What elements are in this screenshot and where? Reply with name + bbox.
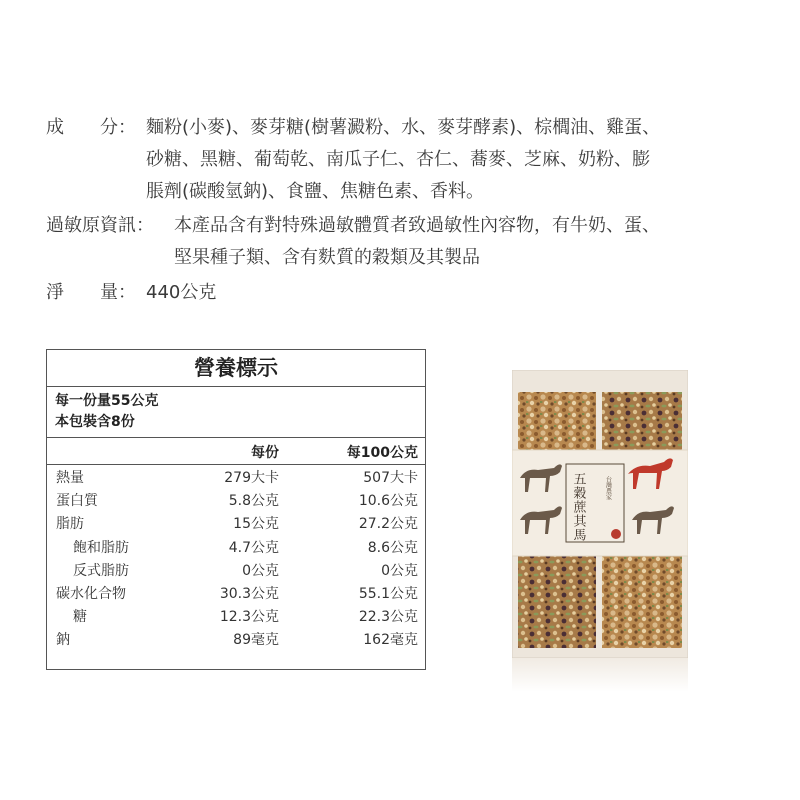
servings-per-package: 本包裝含8份 (55, 414, 135, 430)
ingredients-line-1: 麵粉(小麥)、麥芽糖(樹薯澱粉、水、麥芽酵素)、棕櫚油、雞蛋、 (146, 117, 661, 138)
granola-bar (518, 392, 596, 452)
per-100g-value: 0公克 (381, 562, 418, 579)
nutrition-row (47, 537, 425, 560)
ingredients-label: 成 分： (46, 117, 136, 138)
per-serving-value: 12.3公克 (219, 609, 279, 626)
net-weight-value: 440公克 (146, 282, 217, 303)
nutrition-row (47, 583, 425, 606)
nutrition-row (47, 629, 425, 652)
granola-bar (518, 556, 596, 648)
nutrition-facts-table (46, 349, 426, 670)
per-100g-value: 507大卡 (363, 470, 418, 486)
per-serving-value: 15公克 (233, 516, 279, 533)
allergen-line-2: 堅果種子類、含有麩質的穀類及其製品 (174, 247, 480, 268)
nutrient-name: 碳水化合物 (56, 585, 126, 602)
nutrition-row (47, 490, 425, 513)
serving-size: 每一份量55公克 (55, 393, 159, 409)
nutrition-row (47, 467, 425, 490)
net-weight-label: 淨 量： (46, 282, 136, 303)
serving-info (47, 387, 425, 438)
per-100g-value: 8.6公克 (367, 539, 418, 556)
per-serving-value: 279大卡 (224, 470, 279, 486)
nutrient-name: 熱量 (56, 470, 84, 486)
nutrient-name: 蛋白質 (56, 493, 98, 510)
per-100g-value: 22.3公克 (358, 609, 418, 626)
nutrition-row (47, 606, 425, 629)
per-100g-value: 27.2公克 (358, 516, 418, 533)
ingredients-line-2: 砂糖、黑糖、葡萄乾、南瓜子仁、杏仁、蕎麥、芝麻、奶粉、膨 (146, 149, 650, 170)
allergen-line-1: 本產品含有對特殊過敏體質者致過敏性內容物，有牛奶、蛋、 (174, 215, 660, 236)
per-100g-value: 10.6公克 (358, 493, 418, 510)
brand-small-text: 台灣農家 (604, 476, 612, 500)
per-serving-value: 0公克 (242, 562, 279, 579)
nutrition-row (47, 513, 425, 536)
granola-bar (602, 392, 682, 452)
nutrient-name: 飽和脂肪 (73, 539, 129, 556)
brand-seal (611, 529, 621, 539)
per-100g-value: 162毫克 (363, 632, 418, 649)
per-serving-value: 30.3公克 (219, 585, 279, 602)
nutrient-name: 鈉 (56, 632, 70, 649)
ingredients-line-3: 脹劑(碳酸氫鈉)、食鹽、焦糖色素、香料。 (146, 181, 485, 202)
column-per-100g: 每100公克 (346, 445, 418, 461)
per-serving-value: 5.8公克 (228, 493, 279, 510)
brand-text: 五穀蔗其馬 (570, 472, 586, 542)
product-image (512, 370, 688, 658)
allergen-label: 過敏原資訊： (46, 215, 154, 236)
nutrition-title: 營養標示 (47, 350, 425, 387)
per-100g-value: 55.1公克 (358, 585, 418, 602)
nutrition-header-row (47, 438, 425, 465)
nutrient-name: 脂肪 (56, 516, 84, 533)
granola-bar (602, 556, 682, 648)
per-serving-value: 89毫克 (233, 632, 279, 649)
column-per-serving: 每份 (251, 445, 279, 461)
nutrition-row (47, 560, 425, 583)
product-reflection (512, 658, 688, 692)
nutrient-name: 糖 (73, 609, 87, 626)
nutrient-name: 反式脂肪 (73, 562, 129, 579)
per-serving-value: 4.7公克 (228, 539, 279, 556)
